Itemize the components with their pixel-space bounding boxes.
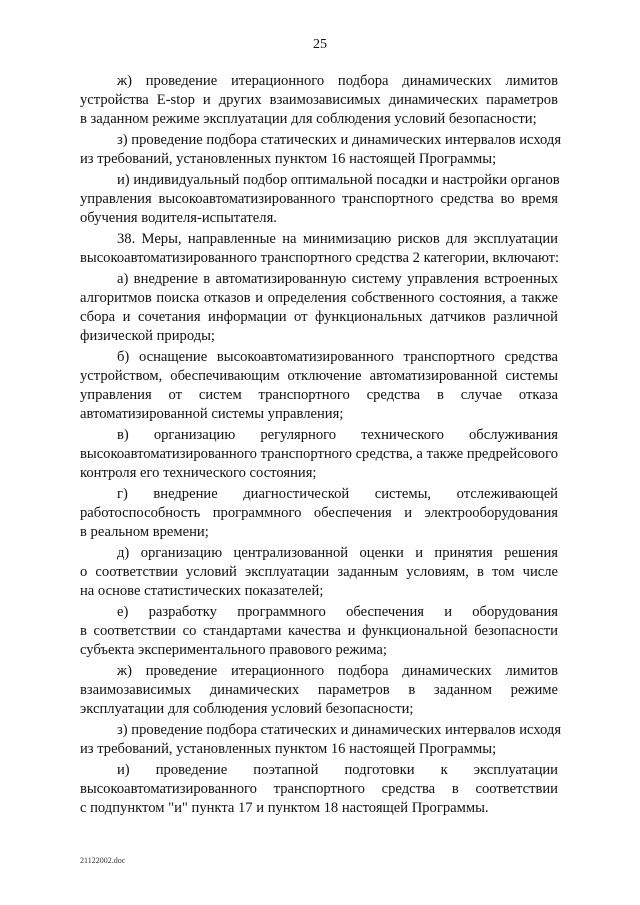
text-line: взаимозависимых динамических параметров в заданном режиме <box>80 682 558 698</box>
text-line: высокоавтоматизированного транспортного средства 2 категории, включают: <box>80 250 560 266</box>
paragraph <box>80 72 558 129</box>
text-line: с подпунктом "и" пункта 17 и пунктом 18 настоящей Программы. <box>80 800 489 816</box>
text-line: сбора и сочетания информации от функциональных датчиков различной <box>80 309 558 325</box>
paragraph <box>80 270 558 346</box>
text-line: управления от систем транспортного средства в случае отказа <box>80 387 558 403</box>
paragraph <box>80 603 558 660</box>
paragraph <box>80 131 562 169</box>
text-line: а) внедрение в автоматизированную систему управления встроенных <box>117 271 558 287</box>
text-line: на основе статистических показателей; <box>80 583 324 599</box>
text-line: г) внедрение диагностической системы, отслеживающей <box>117 486 558 502</box>
text-line: з) проведение подбора статических и динамических интервалов исходя <box>117 132 562 148</box>
paragraph <box>80 348 558 424</box>
text-line: о соответствии условий эксплуатации заданным условиям, в том числе <box>80 564 558 580</box>
paragraph <box>80 761 558 818</box>
text-line: б) оснащение высокоавтоматизированного транспортного средства <box>117 349 558 365</box>
text-line: автоматизированной системы управления; <box>80 406 344 422</box>
text-line: высокоавтоматизированного транспортного средства, а также предрейсового <box>80 446 558 462</box>
text-line: ж) проведение итерационного подбора динамических лимитов <box>117 663 558 679</box>
text-line: управления высокоавтоматизированного транспортного средства во время <box>80 191 558 207</box>
text-line: е) разработку программного обеспечения и оборудования <box>117 604 558 620</box>
text-line: в соответствии со стандартами качества и функциональной безопасности <box>80 623 558 639</box>
text-line: з) проведение подбора статических и динамических интервалов исходя <box>117 722 562 738</box>
paragraph <box>80 171 558 228</box>
text-line: алгоритмов поиска отказов и определения собственного состояния, а также <box>80 290 558 306</box>
text-line: и) проведение поэтапной подготовки к эксплуатации <box>117 762 558 778</box>
text-line: из требований, установленных пунктом 16 настоящей Программы; <box>80 741 497 757</box>
text-line: устройства E-stop и других взаимозависимых динамических параметров <box>80 92 558 108</box>
paragraph <box>80 662 558 719</box>
text-line: д) организацию централизованной оценки и принятия решения <box>117 545 558 561</box>
text-line: физической природы; <box>80 328 215 344</box>
text-line: устройством, обеспечивающим отключение автоматизированной системы <box>80 368 558 384</box>
paragraph <box>80 721 562 759</box>
text-line: в) организацию регулярного технического обслуживания <box>117 427 558 443</box>
text-line: обучения водителя-испытателя. <box>80 210 277 226</box>
text-line: 38. Меры, направленные на минимизацию рисков для эксплуатации <box>117 231 558 247</box>
text-line: из требований, установленных пунктом 16 настоящей Программы; <box>80 151 497 167</box>
text-line: в заданном режиме эксплуатации для соблюдения условий безопасности; <box>80 111 537 127</box>
paragraph <box>80 426 558 483</box>
text-line: ж) проведение итерационного подбора динамических лимитов <box>117 73 558 89</box>
page-number: 25 <box>313 37 327 52</box>
text-line: высокоавтоматизированного транспортного средства в соответствии <box>80 781 558 797</box>
text-line: эксплуатации для соблюдения условий безопасности; <box>80 701 414 717</box>
text-line: и) индивидуальный подбор оптимальной посадки и настройки органов <box>117 172 560 188</box>
paragraph <box>80 544 558 601</box>
text-line: работоспособность программного обеспечения и электрооборудования <box>80 505 558 521</box>
text-line: в реальном времени; <box>80 524 209 540</box>
paragraph <box>80 230 558 268</box>
text-line: субъекта экспериментального правового режима; <box>80 642 387 658</box>
text-line: контроля его технического состояния; <box>80 465 317 481</box>
paragraph <box>80 485 558 542</box>
document-body <box>80 72 562 820</box>
document-filename: 21122002.doc <box>80 856 126 865</box>
